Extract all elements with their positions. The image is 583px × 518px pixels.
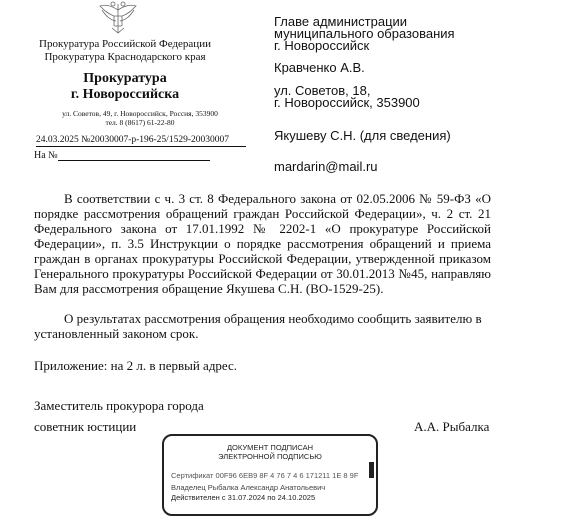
- recipient-head-line3: г. Новороссийск: [274, 38, 370, 53]
- stamp-title-line2: ЭЛЕКТРОННОЙ ПОДПИСЬЮ: [218, 452, 322, 461]
- coat-of-arms-emblem-icon: [96, 0, 140, 36]
- sender-address-line2: тел. 8 (8617) 61-22-80: [105, 118, 175, 127]
- recipient-head-line2: муниципального образования: [274, 26, 455, 41]
- result-paragraph: О результатах рассмотрения обращения необходимо сообщить заявителю в установленный законом срок.: [34, 311, 482, 341]
- stamp-validity: Действителен с 31.07.2024 по 24.10.2025: [171, 493, 316, 502]
- recipient-address-line2: г. Новороссийск, 353900: [274, 95, 420, 110]
- recipient-name: Кравченко А.В.: [274, 60, 365, 75]
- recipient-copy-to: Якушеву С.Н. (для сведения): [274, 128, 451, 143]
- registration-number: №20030007-р-196-25/1529-20030007: [81, 135, 229, 145]
- signer-position-line2: советник юстиции: [34, 419, 137, 434]
- recipient-head-line1: Главе администрации: [274, 14, 408, 29]
- signer-position-line1: Заместитель прокурора города: [34, 398, 204, 413]
- registration-date: 24.03.2025: [36, 135, 79, 145]
- sender-title: Прокуратура: [83, 71, 167, 86]
- in-reply-blank-line: [58, 160, 210, 161]
- stamp-title-line1: ДОКУМЕНТ ПОДПИСАН: [226, 443, 314, 452]
- sender-org-line1: Прокуратура Российской Федерации: [39, 38, 211, 50]
- signer-name: А.А. Рыбалка: [414, 419, 490, 434]
- recipient-email: mardarin@mail.ru: [274, 159, 378, 174]
- registration-line: [36, 135, 246, 147]
- stamp-owner: Владелец Рыбалка Александр Анатольевич: [171, 483, 326, 492]
- sender-org-line2: Прокуратура Краснодарского края: [44, 51, 206, 63]
- recipient-address-line1: ул. Советов, 18,: [274, 83, 371, 98]
- electronic-signature-stamp: [162, 434, 378, 516]
- main-paragraph: В соответствии с ч. 3 ст. 8 Федерального закона от 02.05.2006 № 59-ФЗ «О порядке рассмотрения обращений граждан Российской Федерации», ч. 2 ст. 21 Федерального закона от 17.01.1992 № 2202-1 «О прокуратуре Российской Федерации», п. 3.5 Инструкции о порядке рассмотрения обращений и приема граждан в органах прокуратуры Российской Федерации, утвержденной приказом Генерального прокуратуры Российской Федерации от 30.01.2013 №45, направляю Вам для рассмотрения обращение Якушева С.Н. (ВО-1529-25).: [34, 191, 491, 296]
- attachment-note: Приложение: на 2 л. в первый адрес.: [34, 358, 238, 373]
- stamp-edge-mark: [369, 462, 374, 478]
- sender-city: г. Новороссийска: [70, 87, 180, 102]
- sender-address-line1: ул. Советов, 49, г. Новороссийск, Россия, 353900: [62, 109, 218, 118]
- stamp-certificate: Сертификат 00F96 6EB9 8F 4 76 7 4 6 171211 1E 8 9F: [171, 471, 359, 480]
- in-reply-label: На №: [34, 150, 58, 161]
